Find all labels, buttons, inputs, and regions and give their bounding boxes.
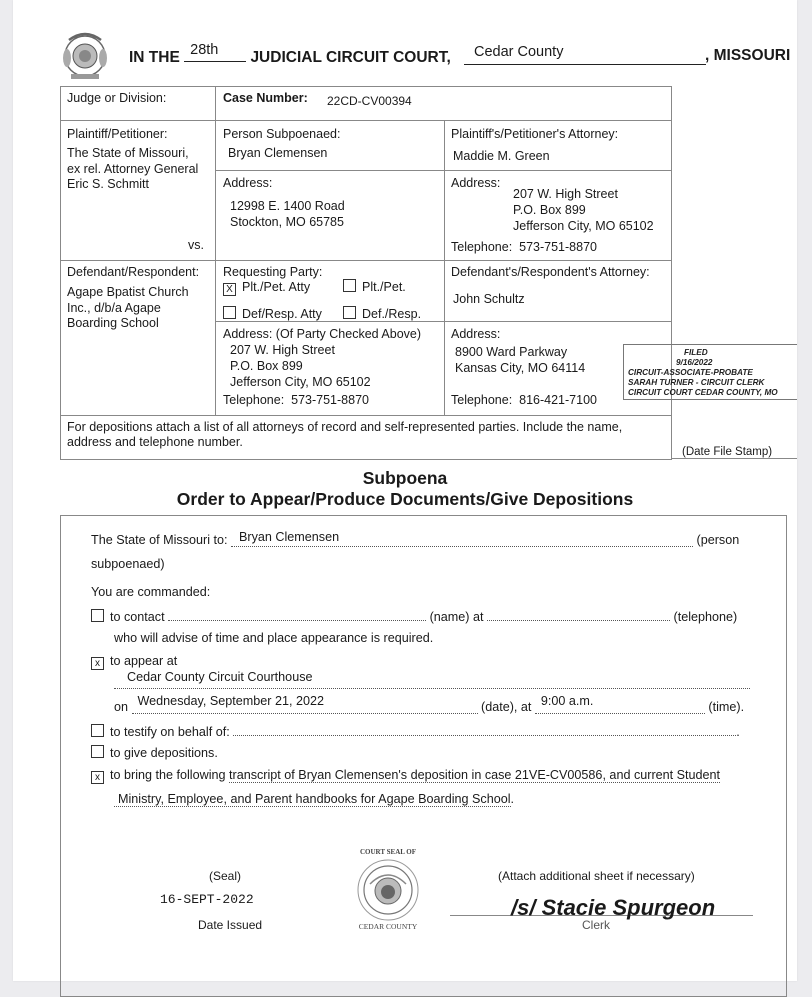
def-address-value: 8900 Ward Parkway Kansas City, MO 64114 xyxy=(455,345,586,375)
checkbox-checked[interactable]: X xyxy=(223,283,236,296)
plaintiff-name: The State of Missouri, ex rel. Attorney General Eric S. Schmitt xyxy=(67,146,199,191)
seal-label: (Seal) xyxy=(209,869,242,883)
vs-label: vs. xyxy=(188,238,204,252)
person-subpoenaed-label: Person Subpoenaed: xyxy=(223,127,341,141)
requesting-option-plt[interactable]: Plt./Pet. xyxy=(343,279,406,295)
bring-items-line2: Ministry, Employee, and Parent handbooks for Agape Boarding School xyxy=(114,792,511,807)
person-address-label: Address: xyxy=(223,176,273,190)
requesting-option-plt-atty[interactable]: X Plt./Pet. Atty xyxy=(223,279,310,296)
title-order: Order to Appear/Produce Documents/Give Depositions xyxy=(176,489,634,509)
header-suffix: , MISSOURI xyxy=(705,47,791,64)
depositions-option[interactable]: to give depositions. xyxy=(91,745,218,760)
bring-option[interactable]: x to bring the following transcript of Bryan Clemensen's deposition in case 21VE-CV00586, and current Student xyxy=(91,768,720,784)
judge-label: Judge or Division: xyxy=(67,91,167,105)
bring-items-line1: transcript of Bryan Clemensen's deposition in case 21VE-CV00586, and current Student xyxy=(229,768,721,782)
req-address-value: 207 W. High Street P.O. Box 899 Jefferson City, MO 65102 xyxy=(230,343,371,389)
person-address-value: 12998 E. 1400 Road Stockton, MO 65785 xyxy=(230,199,345,229)
county-value: Cedar County xyxy=(474,44,564,60)
appear-time: 9:00 a.m. xyxy=(540,694,594,708)
circuit-field xyxy=(184,42,246,62)
order-to-line: The State of Missouri to: Bryan Clemensen (person xyxy=(91,530,740,547)
file-stamp: FILED 9/16/2022 CIRCUIT-ASSOCIATE-PROBATE SARAH TURNER - CIRCUIT CLERK CIRCUIT COURT CEDAR COUNTY, MO xyxy=(623,344,797,400)
def-telephone: Telephone: 816-421-7100 xyxy=(451,393,597,407)
date-file-stamp-label: (Date File Stamp) xyxy=(682,446,773,458)
clerk-label: Clerk xyxy=(582,918,611,932)
pl-attorney-value: Maddie M. Green xyxy=(453,149,550,163)
pl-address-label: Address: xyxy=(451,176,501,190)
header-line xyxy=(129,42,451,67)
date-issued-label: Date Issued xyxy=(198,918,263,932)
pl-attorney-label: Plaintiff's/Petitioner's Attorney: xyxy=(451,127,619,141)
appear-option[interactable]: x to appear at xyxy=(91,654,177,670)
to-suffix-2: subpoenaed) xyxy=(91,557,165,571)
checkbox[interactable] xyxy=(223,306,236,319)
def-attorney-label: Defendant's/Respondent's Attorney: xyxy=(451,265,650,279)
attach-note: (Attach additional sheet if necessary) xyxy=(498,869,695,883)
bring-items-line2-wrap: Ministry, Employee, and Parent handbooks for Agape Boarding School. xyxy=(114,792,514,806)
requesting-option-def-atty[interactable]: Def/Resp. Atty xyxy=(223,306,322,322)
person-subpoenaed-value: Bryan Clemensen xyxy=(228,146,328,160)
pl-telephone: Telephone: 573-751-8870 xyxy=(451,240,597,254)
checkbox-checked[interactable]: x xyxy=(91,771,104,784)
case-number-label: Case Number: xyxy=(223,91,308,105)
appear-place: Cedar County Circuit Courthouse xyxy=(127,670,313,684)
court-seal-top-label: COURT SEAL OF xyxy=(359,848,417,856)
testify-option[interactable]: to testify on behalf of: . xyxy=(91,723,740,739)
contact-line2: who will advise of time and place appearance is required. xyxy=(114,631,434,645)
defendant-label: Defendant/Respondent: xyxy=(67,265,200,279)
requesting-option-def[interactable]: Def./Resp. xyxy=(343,306,421,322)
checkbox[interactable] xyxy=(91,724,104,737)
commanded-label: You are commanded: xyxy=(91,585,211,599)
appear-date-line: on Wednesday, September 21, 2022 (date), at 9:00 a.m. (time). xyxy=(114,694,745,714)
date-issued-value: 16-SEPT-2022 xyxy=(160,892,254,907)
requesting-party-label: Requesting Party: xyxy=(223,265,323,279)
defendant-name: Agape Bpatist Church Inc., d/b/a Agape Boarding School xyxy=(67,285,189,330)
case-number-value: 22CD-CV00394 xyxy=(327,94,412,108)
checkbox[interactable] xyxy=(343,279,356,292)
def-address-label: Address: xyxy=(451,327,501,341)
header-middle: JUDICIAL CIRCUIT COURT, xyxy=(250,49,451,66)
clerk-signature: /s/ Stacie Spurgeon xyxy=(511,895,716,920)
def-attorney-value: John Schultz xyxy=(453,292,525,306)
missouri-state-seal-icon xyxy=(57,26,113,82)
checkbox[interactable] xyxy=(343,306,356,319)
depositions-note: For depositions attach a list of all attorneys of record and self-represented parties. Include the name, address and telephone number. xyxy=(67,420,623,449)
header-prefix: IN THE xyxy=(129,49,180,66)
contact-option[interactable]: to contact (name) at (telephone) xyxy=(91,608,737,624)
circuit-value: 28th xyxy=(190,42,219,58)
pl-address-value: 207 W. High Street P.O. Box 899 Jefferson City, MO 65102 xyxy=(513,187,654,233)
title-subpoena: Subpoena xyxy=(362,468,448,488)
document-page xyxy=(13,0,797,981)
court-seal-bottom-label: CEDAR COUNTY xyxy=(358,922,418,931)
court-seal-icon xyxy=(356,858,420,922)
checkbox-checked[interactable]: x xyxy=(91,657,104,670)
appear-date: Wednesday, September 21, 2022 xyxy=(137,694,324,708)
req-address-label: Address: (Of Party Checked Above) xyxy=(223,327,422,341)
checkbox[interactable] xyxy=(91,745,104,758)
plaintiff-label: Plaintiff/Petitioner: xyxy=(67,127,168,141)
checkbox[interactable] xyxy=(91,609,104,622)
req-telephone: Telephone: 573-751-8870 xyxy=(223,393,369,407)
county-field xyxy=(464,44,706,65)
to-field: Bryan Clemensen xyxy=(231,532,693,547)
